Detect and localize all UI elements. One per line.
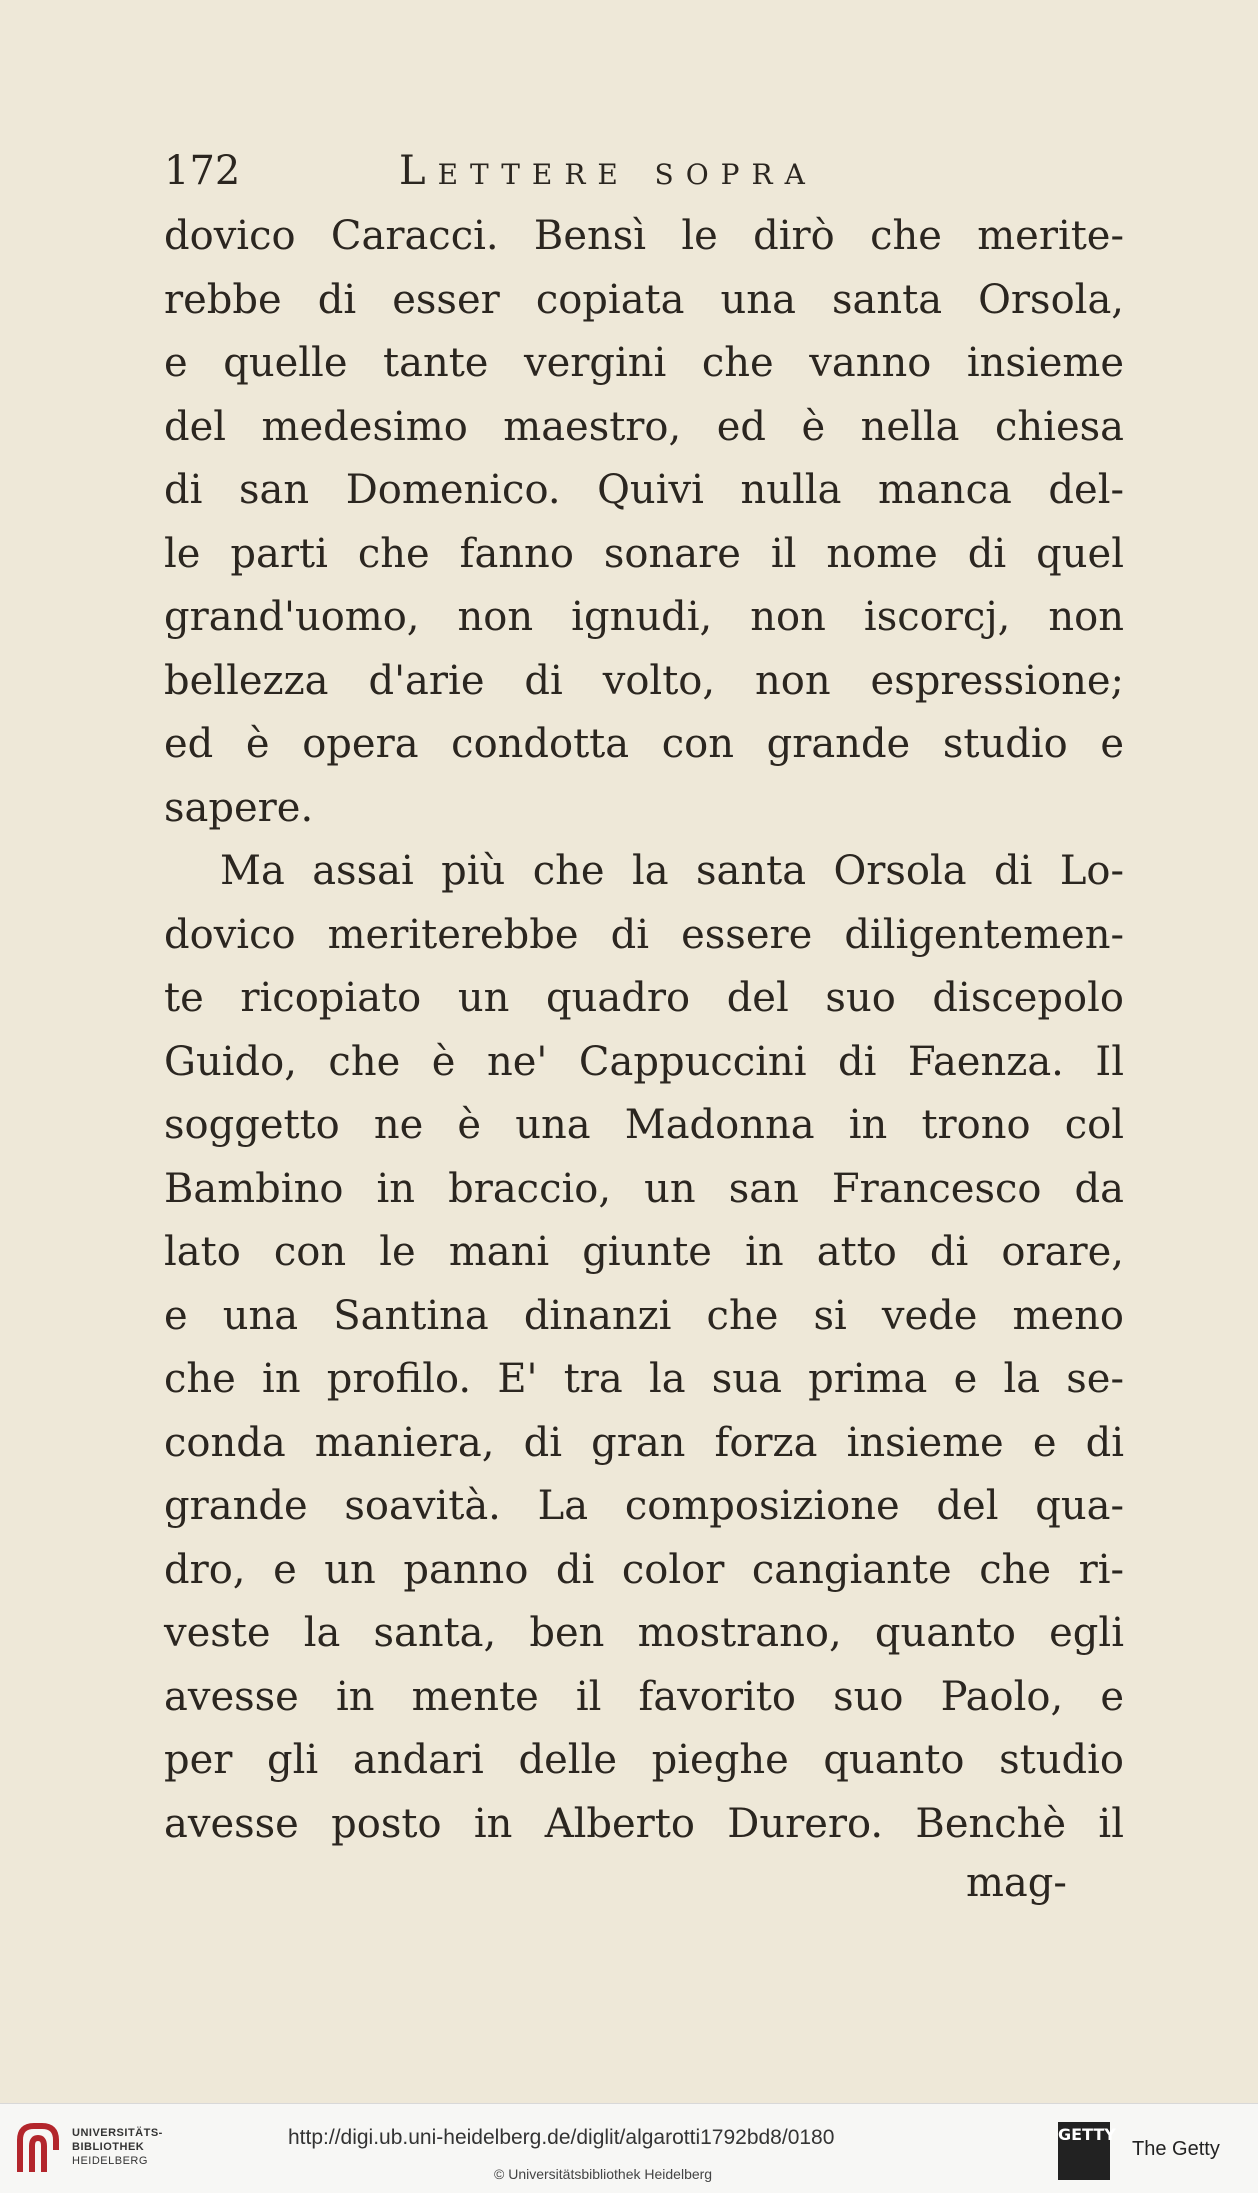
text-line: grand'uomo, non ignudi, non iscorcj, non bbox=[164, 594, 1124, 640]
text-line: avesse in mente il favorito suo Paolo, e bbox=[164, 1673, 1124, 1720]
text-line: bellezza d'arie di volto, non espressione; bbox=[164, 657, 1124, 704]
library-name-line: HEIDELBERG bbox=[72, 2155, 148, 2167]
text-line: grande soavità. La composizione del qua- bbox=[164, 1483, 1124, 1529]
page-number: 172 bbox=[164, 148, 241, 194]
text-line: dovico Caracci. Bensì le dirò che merite- bbox=[164, 213, 1124, 259]
text-line: dovico meriterebbe di essere diligentemen- bbox=[164, 911, 1124, 958]
text-line: Bambino in braccio, un san Francesco da bbox=[164, 1165, 1124, 1212]
copyright-notice: © Universitätsbibliothek Heidelberg bbox=[494, 2166, 713, 2182]
viewer-footer bbox=[0, 2103, 1258, 2193]
text-line: di san Domenico. Quivi nulla manca del- bbox=[164, 467, 1124, 513]
getty-logo-text: GETTY bbox=[1058, 2125, 1116, 2144]
text-line: che in profilo. E' tra la sua prima e la se- bbox=[164, 1356, 1124, 1402]
university-library-logo-icon[interactable] bbox=[12, 2120, 64, 2178]
text-line: del medesimo maestro, ed è nella chiesa bbox=[164, 403, 1124, 450]
text-line: Ma assai più che la santa Orsola di Lo- bbox=[220, 848, 1124, 894]
text-line: veste la santa, ben mostrano, quanto egli bbox=[164, 1610, 1124, 1656]
text-line: ed è opera condotta con grande studio e bbox=[164, 721, 1124, 767]
text-line: avesse posto in Alberto Durero. Benchè il bbox=[164, 1800, 1124, 1847]
text-line: te ricopiato un quadro del suo discepolo bbox=[164, 975, 1124, 1021]
text-line: soggetto ne è una Madonna in trono col bbox=[164, 1102, 1124, 1148]
running-title: Lettere sopra bbox=[399, 148, 817, 194]
text-line: conda maniera, di gran forza insieme e di bbox=[164, 1419, 1124, 1466]
text-line: e una Santina dinanzi che si vede meno bbox=[164, 1292, 1124, 1339]
text-line: sapere. bbox=[164, 784, 314, 831]
text-line: rebbe di esser copiata una santa Orsola, bbox=[164, 276, 1124, 323]
library-name-line: UNIVERSITÄTS- bbox=[72, 2127, 163, 2139]
text-line: le parti che fanno sonare il nome di quel bbox=[164, 530, 1124, 577]
permalink-url[interactable]: http://digi.ub.uni-heidelberg.de/diglit/algarotti1792bd8/0180 bbox=[288, 2126, 835, 2149]
text-line: lato con le mani giunte in atto di orare, bbox=[164, 1229, 1124, 1275]
text-line: Guido, che è ne' Cappuccini di Faenza. Il bbox=[164, 1038, 1124, 1085]
getty-name: The Getty bbox=[1132, 2138, 1220, 2160]
text-line: per gli andari delle pieghe quanto studio bbox=[164, 1737, 1124, 1783]
body-text bbox=[164, 205, 1124, 1856]
page-header bbox=[164, 148, 1124, 198]
catchword: mag- bbox=[966, 1860, 1067, 1906]
library-name-line: BIBLIOTHEK bbox=[72, 2141, 145, 2153]
getty-logo-icon[interactable] bbox=[1058, 2122, 1116, 2180]
text-line: dro, e un panno di color cangiante che ri- bbox=[164, 1546, 1124, 1593]
library-name bbox=[72, 2126, 163, 2168]
text-line: e quelle tante vergini che vanno insieme bbox=[164, 340, 1124, 386]
